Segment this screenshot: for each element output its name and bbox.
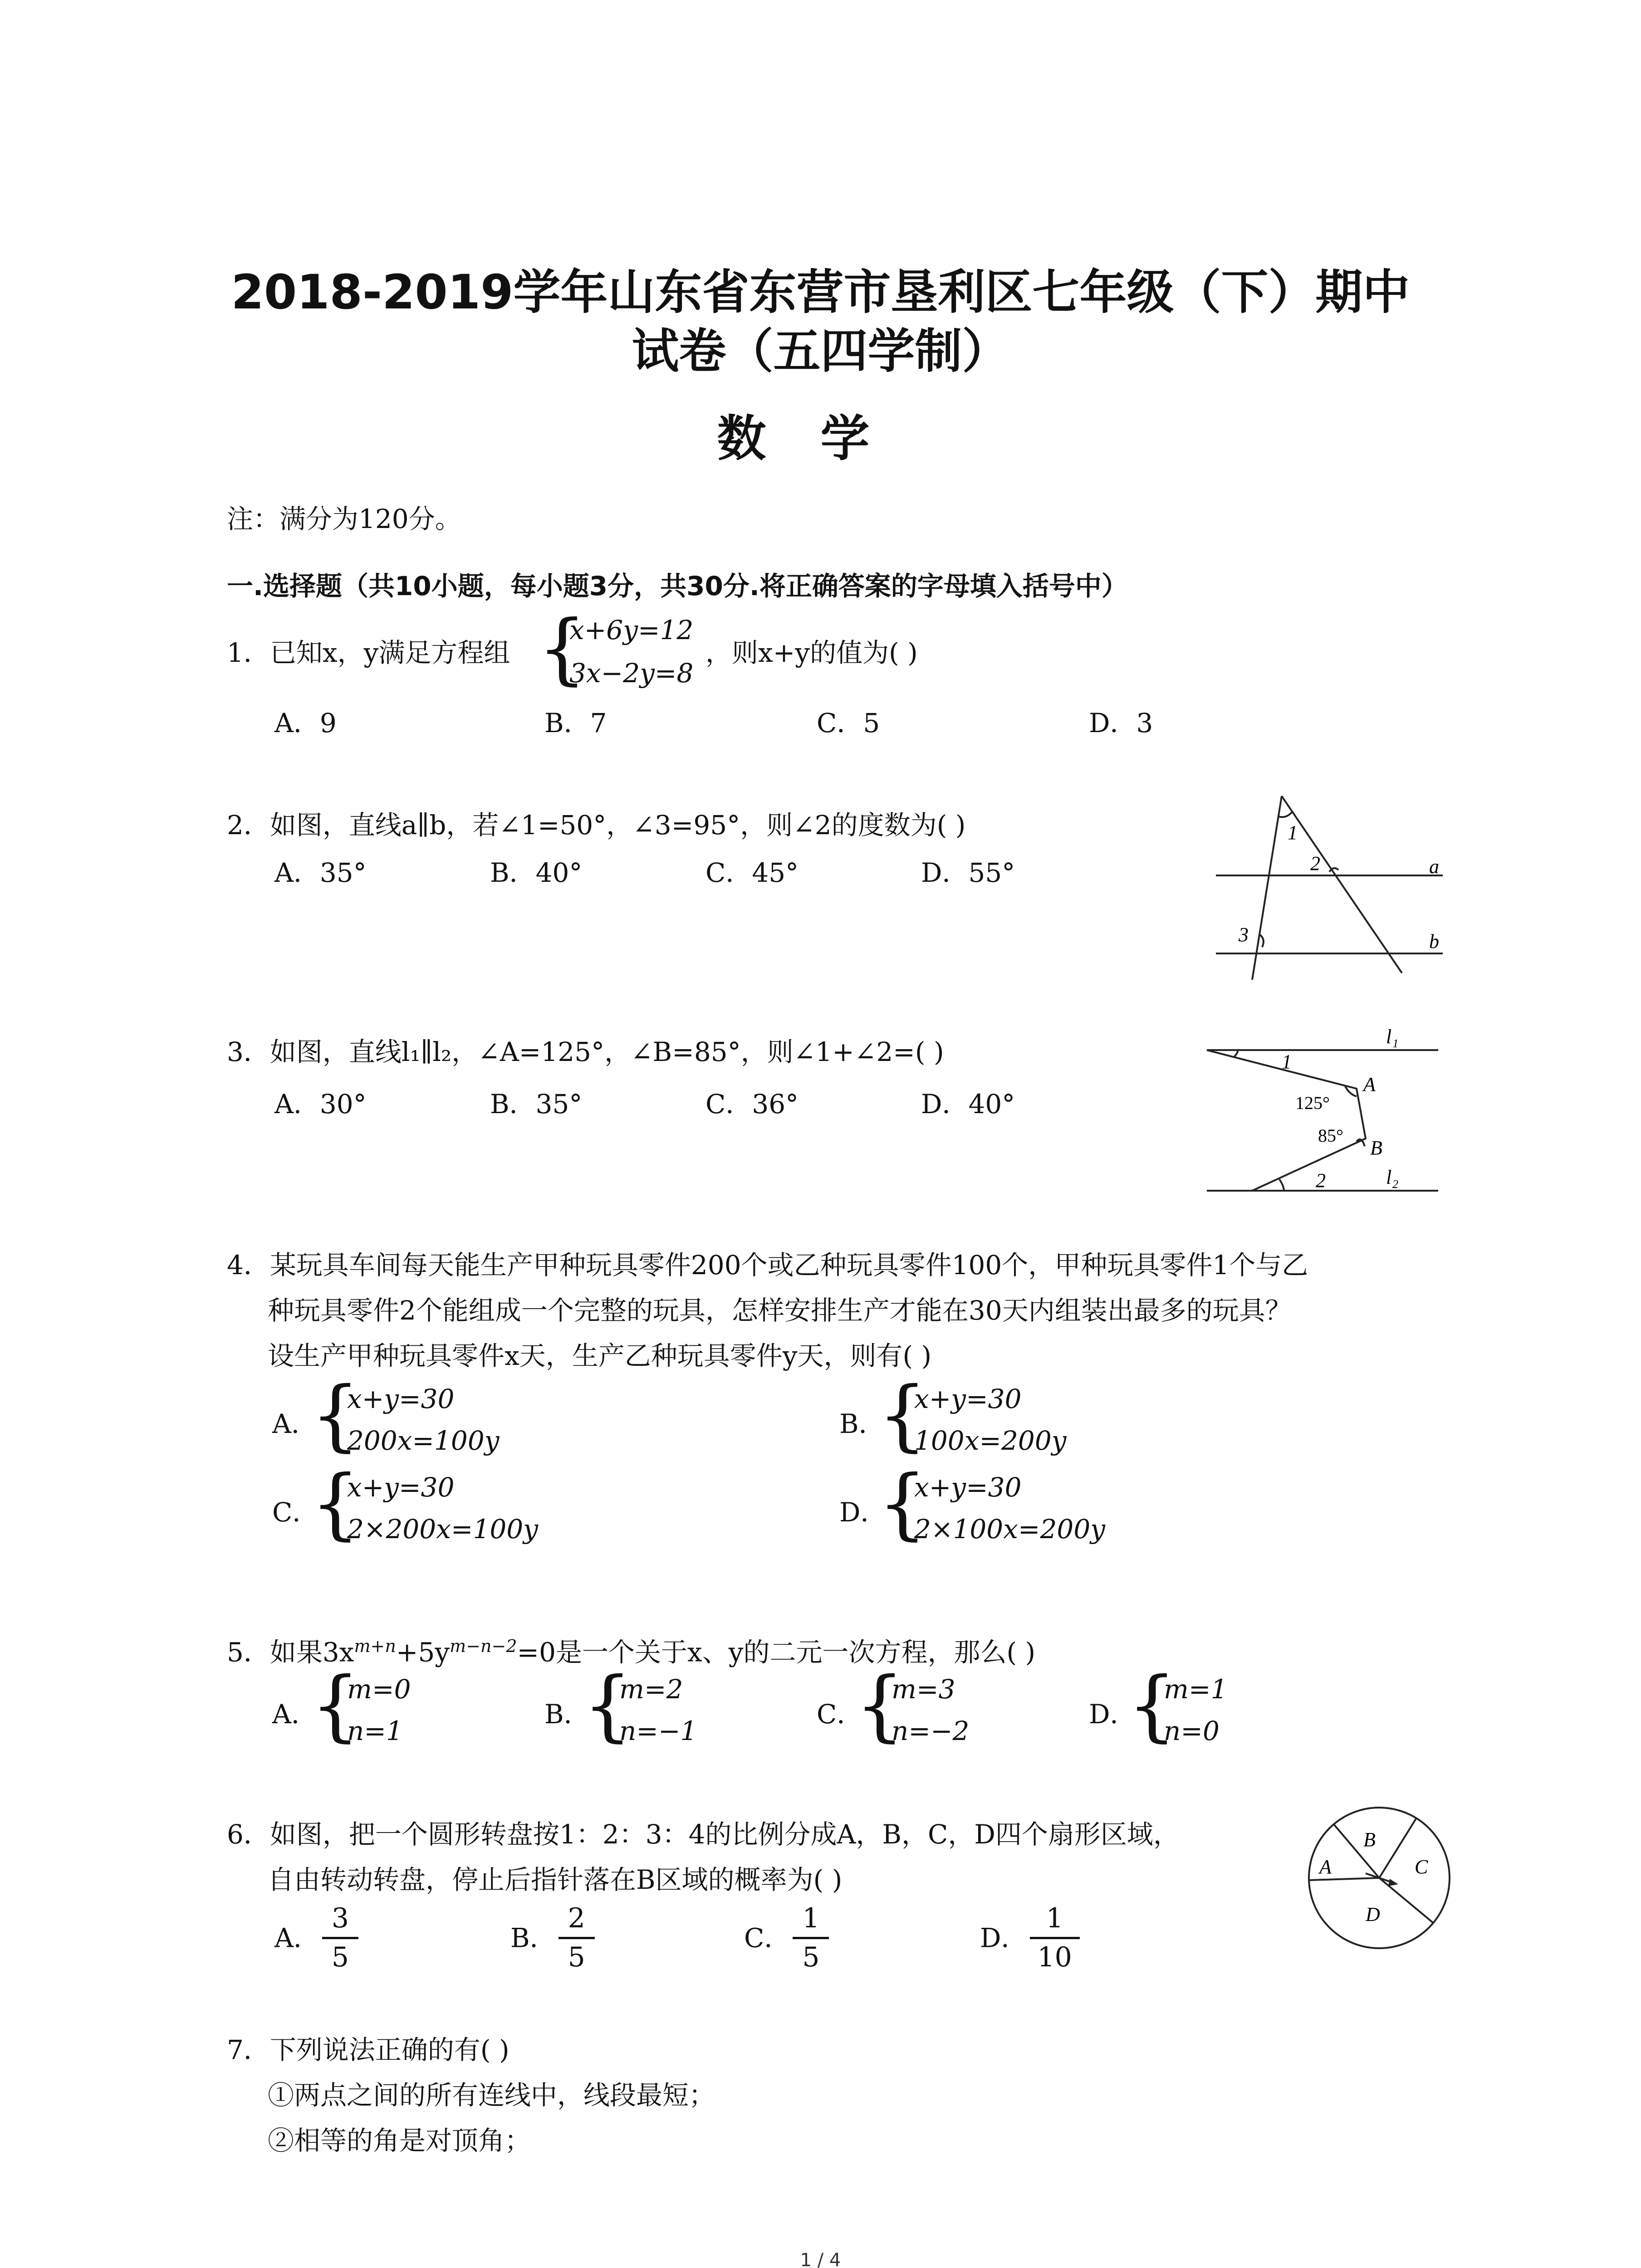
transversal-right — [1282, 796, 1402, 973]
q5-option-b-brace: { — [583, 1661, 632, 1750]
q6-option-a[interactable] — [274, 1903, 358, 1973]
q6-option-c-fraction — [793, 1903, 829, 1973]
numerator: 2 — [568, 1902, 585, 1934]
q4-option-a-label: A． — [272, 1408, 318, 1439]
angle-2-arc — [1279, 1179, 1284, 1190]
q3-option-d[interactable]: D．40° — [921, 1089, 1015, 1119]
q3-option-a[interactable]: A．30° — [274, 1089, 367, 1119]
q2-option-c[interactable]: C．45° — [705, 857, 799, 888]
q4-option-d[interactable] — [839, 1459, 1293, 1551]
q3-stem: 3．如图，直线l₁∥l₂，∠A=125°，∠B=85°，则∠1+∠2=( ) — [227, 1036, 944, 1067]
q6-option-d-fraction — [1030, 1903, 1080, 1973]
q4-line2: 种玩具零件2个能组成一个完整的玩具，怎样安排生产才能在30天内组装出最多的玩具？ — [268, 1295, 1292, 1326]
q2-option-d[interactable]: D．55° — [921, 857, 1015, 888]
q5-option-a[interactable] — [272, 1661, 526, 1751]
page-number: 1 / 4 — [800, 2250, 841, 2268]
q4-option-b-brace: { — [878, 1370, 927, 1460]
q2-option-b[interactable]: B．40° — [490, 857, 583, 888]
q5-option-a-eq2: n=1 — [347, 1716, 403, 1746]
q5-option-a-label: A． — [272, 1699, 318, 1730]
q4-option-a-eq2: 200x=100y — [347, 1425, 500, 1456]
q1-stem-b: ，则x+y的值为( ) — [705, 637, 918, 668]
q5-option-d[interactable] — [1089, 1661, 1343, 1751]
q5-option-c-brace: { — [855, 1661, 905, 1750]
q5-option-c-label: C． — [817, 1699, 863, 1730]
q6-spinner-figure — [1298, 1796, 1461, 1960]
transversal-left — [1252, 796, 1282, 980]
q5-option-d-brace: { — [1127, 1661, 1177, 1750]
q2-label-3: 3 — [1239, 924, 1249, 946]
numerator: 3 — [331, 1902, 349, 1934]
q4-option-d-eq1: x+y=30 — [914, 1472, 1022, 1503]
q7-stem: 7．下列说法正确的有( ) — [227, 2034, 509, 2065]
q4-option-c-eq2: 2×200x=100y — [347, 1514, 538, 1545]
q7-item2: ②相等的角是对顶角； — [268, 2125, 531, 2156]
section-heading: 一.选择题（共10小题，每小题3分，共30分.将正确答案的字母填入括号中） — [227, 571, 1128, 601]
q5-stem-b: +5y — [396, 1637, 450, 1668]
q6-option-b-fraction — [558, 1903, 595, 1973]
q3-label-1: 1 — [1282, 1051, 1292, 1073]
denominator: 10 — [1037, 1941, 1072, 1973]
denominator: 5 — [568, 1941, 585, 1973]
q5-option-b-label: B． — [544, 1699, 590, 1730]
q4-line1: 4．某玩具车间每天能生产甲种玩具零件200个或乙种玩具零件100个，甲种玩具零件1个与乙 — [227, 1250, 1308, 1281]
q5-option-b-eq2: n=−1 — [619, 1716, 697, 1746]
q4-option-c-label: C． — [272, 1497, 319, 1528]
q6-label-B: B — [1363, 1828, 1376, 1851]
q3-label-85: 85° — [1318, 1125, 1343, 1146]
q5-option-d-eq2: n=0 — [1164, 1716, 1220, 1746]
q5-option-c[interactable] — [817, 1661, 1071, 1751]
q3-option-b[interactable]: B．35° — [490, 1089, 583, 1119]
q1-option-d[interactable]: D．3 — [1089, 708, 1153, 738]
q5-option-b[interactable] — [544, 1661, 798, 1751]
q7-item1: ①两点之间的所有连线中，线段最短； — [268, 2080, 715, 2111]
q6-option-d[interactable] — [980, 1903, 1080, 1973]
q4-line3: 设生产甲种玩具零件x天，生产乙种玩具零件y天，则有( ) — [268, 1340, 932, 1371]
q1-eq1: x+6y=12 — [569, 615, 694, 645]
fraction-bar — [322, 1937, 358, 1939]
q2-label-a: a — [1429, 855, 1439, 878]
q4-option-a[interactable] — [272, 1370, 726, 1463]
q2-figure — [1202, 789, 1456, 989]
q4-option-d-eq2: 2×100x=200y — [914, 1514, 1105, 1545]
q3-option-c[interactable]: C．36° — [705, 1089, 799, 1119]
q3-label-B: B — [1370, 1137, 1382, 1159]
q4-option-c-eq1: x+y=30 — [347, 1472, 455, 1503]
divider-a-d — [1309, 1878, 1379, 1880]
q6-option-a-fraction — [322, 1903, 358, 1973]
q4-option-a-eq1: x+y=30 — [347, 1383, 455, 1414]
denominator: 5 — [331, 1941, 349, 1973]
q6-label-A: A — [1319, 1856, 1332, 1878]
q1-option-c[interactable]: C．5 — [817, 708, 880, 738]
q2-stem: 2．如图，直线a∥b，若∠1=50°，∠3=95°，则∠2的度数为( ) — [227, 810, 966, 841]
q4-option-c-brace: { — [311, 1459, 360, 1549]
q6-line1: 6．如图，把一个圆形转盘按1：2：3：4的比例分成A，B，C，D四个扇形区域， — [227, 1819, 1180, 1850]
q3-figure — [1193, 1023, 1461, 1200]
q6-option-c[interactable] — [744, 1903, 829, 1973]
q1-option-a[interactable]: A．9 — [274, 708, 337, 738]
denominator: 5 — [802, 1941, 820, 1973]
q2-label-b: b — [1429, 930, 1439, 953]
q5-option-d-eq1: m=1 — [1164, 1674, 1228, 1705]
q4-option-c[interactable] — [272, 1459, 726, 1551]
q2-option-a[interactable]: A．35° — [274, 857, 367, 888]
divider-c-d — [1379, 1878, 1434, 1923]
page-title-line1: 2018-2019学年山东省东营市垦利区七年级（下）期中 — [231, 264, 1410, 320]
q5-stem-c: =0是一个关于x、y的二元一次方程，那么( ) — [517, 1637, 1036, 1668]
page-title-line2: 试卷（五四学制） — [632, 323, 1009, 379]
q3-label-l1: l₁ — [1386, 1026, 1399, 1048]
q5-option-c-eq1: m=3 — [892, 1674, 955, 1705]
q3-label-125: 125° — [1295, 1093, 1330, 1113]
score-note: 注：满分为120分。 — [227, 503, 461, 534]
q6-option-a-label: A． — [274, 1922, 320, 1954]
q4-option-d-brace: { — [878, 1459, 927, 1549]
numerator: 1 — [802, 1902, 820, 1934]
pointer-head — [1388, 1879, 1398, 1886]
q1-eq2: 3x−2y=8 — [569, 658, 694, 689]
q5-exp1: m+n — [354, 1636, 396, 1656]
q6-option-b-label: B． — [510, 1922, 556, 1954]
q2-label-1: 1 — [1288, 821, 1298, 844]
fraction-bar — [793, 1937, 829, 1939]
q3-label-A: A — [1363, 1073, 1376, 1095]
q4-option-b-eq2: 100x=200y — [914, 1425, 1067, 1456]
q5-stem-a: 5．如果3x — [227, 1637, 354, 1668]
q4-option-d-label: D． — [839, 1497, 887, 1528]
q2-label-2: 2 — [1310, 852, 1320, 875]
numerator: 1 — [1046, 1902, 1063, 1934]
q1-option-b[interactable]: B．7 — [544, 708, 607, 738]
q5-option-a-brace: { — [311, 1661, 360, 1750]
q3-label-l2: l₂ — [1386, 1166, 1399, 1188]
q6-option-d-label: D． — [980, 1922, 1028, 1954]
q5-exp2: m−n−2 — [450, 1636, 517, 1656]
q5-option-c-eq2: n=−2 — [892, 1716, 970, 1746]
q4-option-b-label: B． — [839, 1408, 885, 1439]
q6-label-C: C — [1415, 1856, 1428, 1878]
q5-option-d-label: D． — [1089, 1699, 1136, 1730]
q6-label-D: D — [1366, 1903, 1380, 1926]
q4-option-b-eq1: x+y=30 — [914, 1383, 1022, 1414]
subject-title: 数学 — [717, 411, 924, 467]
q4-option-b[interactable] — [839, 1370, 1293, 1463]
q6-option-b[interactable] — [510, 1903, 595, 1973]
q6-option-c-label: C． — [744, 1922, 791, 1954]
fraction-bar — [1030, 1937, 1080, 1939]
q5-option-b-eq1: m=2 — [619, 1674, 683, 1705]
q3-label-2: 2 — [1316, 1169, 1326, 1192]
q1-brace: { — [538, 604, 587, 694]
divider-b-c — [1379, 1818, 1416, 1878]
fraction-bar — [558, 1937, 595, 1939]
q5-option-a-eq1: m=0 — [347, 1674, 411, 1705]
q4-option-a-brace: { — [311, 1370, 360, 1460]
angle-1-arc — [1279, 812, 1292, 817]
q1-stem-a: 1．已知x，y满足方程组 — [227, 637, 510, 668]
q6-line2: 自由转动转盘，停止后指针落在B区域的概率为( ) — [268, 1864, 843, 1895]
